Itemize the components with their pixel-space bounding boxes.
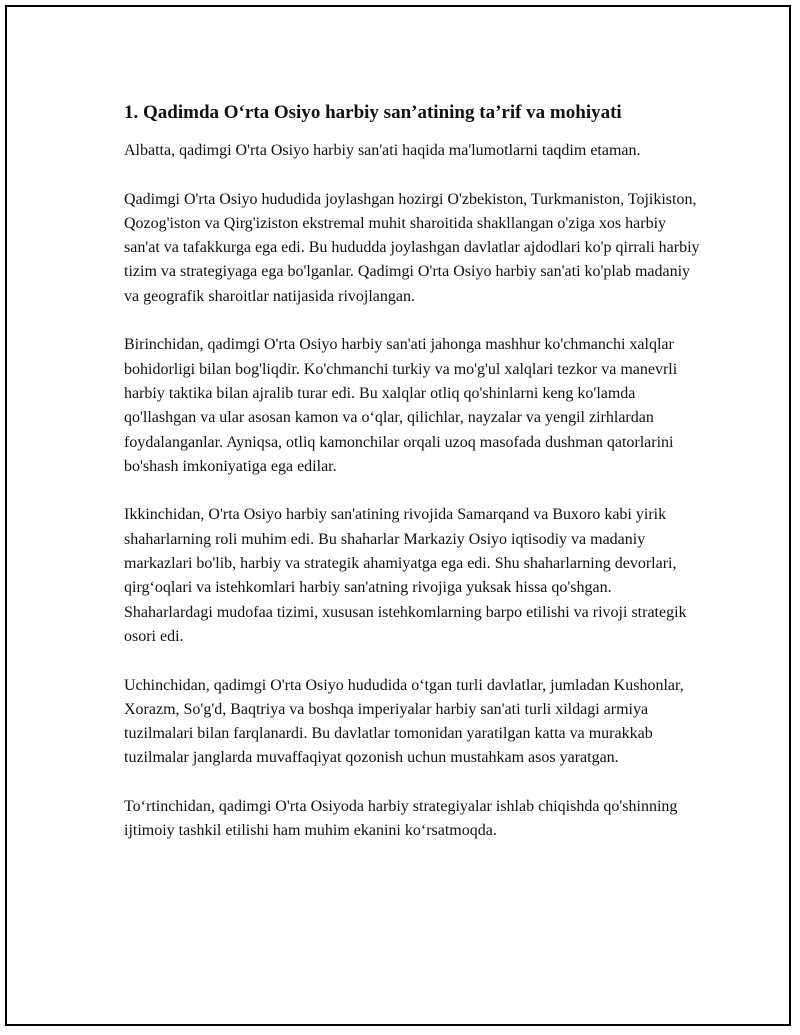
paragraph-intro: Albatta, qadimgi O'rta Osiyo harbiy san'ati haqida ma'lumotlarni taqdim etaman.	[124, 142, 641, 159]
paragraph-second: Ikkinchidan, O'rta Osiyo harbiy san'atining rivojida Samarqand va Buxoro kabi yirik shaharlarning roli muhim edi. Bu shaharlar Markaziy Osiyo iqtisodiy va madaniy markazlari bo'lib, harbiy va strategik ahamiyatga ega edi. Shu shaharlarning devorlari, qirg‘oqlari va istehkomlari harbiy san'atning rivojiga yuksak hissa qo'shgan. Shaharlardagi mudofaa tizimi, xususan istehkomlarning barpo etilishi va rivoji strategik osori edi.	[124, 506, 687, 645]
document-body	[124, 100, 704, 844]
paragraph-overview: Qadimgi O'rta Osiyo hududida joylashgan hozirgi O'zbekiston, Turkmaniston, Tojikiston, Qozog'iston va Qirg'iziston ekstremal muhit sharoitida shakllangan o'ziga xos harbiy san'at va tafakkurga ega edi. Bu hududda joylashgan davlatlar ajdodlari ko'p qirrali harbiy tizim va strategiyaga ega bo'lganlar. Qadimgi O'rta Osiyo harbiy san'ati ko'plab madaniy va geografik sharoitlar natijasida rivojlangan.	[124, 190, 700, 305]
paragraph-first: Birinchidan, qadimgi O'rta Osiyo harbiy san'ati jahonga mashhur ko'chmanchi xalqlar bohidorligi bilan bog'liqdir. Ko'chmanchi turkiy va mo'g'ul xalqlari tezkor va manevrli harbiy taktika bilan ajralib turar edi. Bu xalqlar otliq qo'shinlarni keng ko'lamda qo'llashgan va ular asosan kamon va o‘qlar, qilichlar, nayzalar va yengil zirhlardan foydalanganlar. Ayniqsa, otliq kamonchilar orqali uzoq masofada dushman qatorlarini bo'shash imkoniyatiga ega edilar.	[124, 336, 678, 475]
section-heading: 1. Qadimda O‘rta Osiyo harbiy san’atining ta’rif va mohiyati	[124, 102, 622, 123]
paragraph-fourth: To‘rtinchidan, qadimgi O'rta Osiyoda harbiy strategiyalar ishlab chiqishda qo'shinning ijtimoiy tashkil etilishi ham muhim ekanini ko‘rsatmoqda.	[124, 798, 678, 840]
paragraph-third: Uchinchidan, qadimgi O'rta Osiyo hududida o‘tgan turli davlatlar, jumladan Kushonlar, Xorazm, So'g'd, Baqtriya va boshqa imperiyalar harbiy san'ati turli xildagi armiya tuzilmalari bilan farqlanardi. Bu davlatlar tomonidan yaratilgan katta va murakkab tuzilmalar janglarda muvaffaqiyat qozonish uchun mustahkam asos yaratgan.	[124, 676, 684, 767]
page-frame	[5, 5, 791, 1026]
